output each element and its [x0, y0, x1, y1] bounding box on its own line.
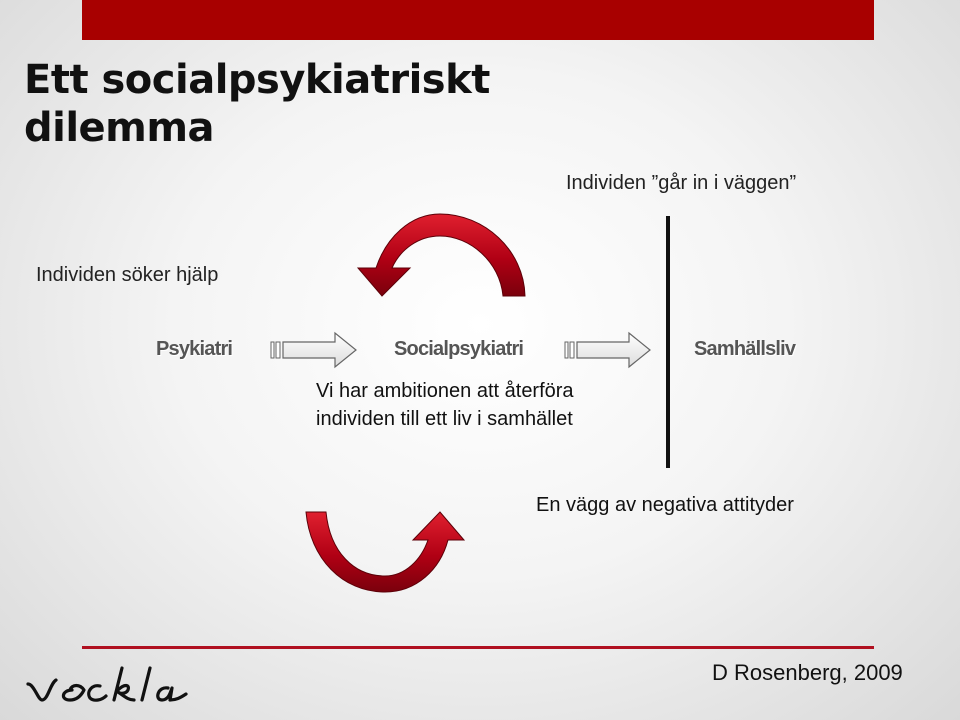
wall-line — [666, 216, 670, 468]
ambition-line-2: individen till ett liv i samhället — [316, 408, 573, 430]
wall-label: En vägg av negativa attityder — [536, 494, 794, 516]
author-credit: D Rosenberg, 2009 — [712, 660, 903, 685]
block-arrow-right-icon — [271, 333, 356, 367]
block-arrow-right-icon — [565, 333, 650, 367]
footer-rule — [82, 646, 874, 649]
help-caption: Individen söker hjälp — [36, 264, 219, 286]
veckla-logo — [28, 668, 186, 700]
curved-arrow-top-icon — [358, 214, 525, 296]
ambition-line-1: Vi har ambitionen att återföra — [316, 380, 574, 402]
curved-arrow-bottom-icon — [306, 512, 464, 592]
node-psykiatri: Psykiatri — [156, 338, 233, 360]
wall-caption: Individen ”går in i väggen” — [566, 172, 797, 194]
node-socialpsykiatri: Socialpsykiatri — [394, 338, 524, 360]
page-title: Ett socialpsykiatriskt dilemma — [24, 57, 490, 151]
node-samhallsliv: Samhällsliv — [694, 338, 796, 360]
